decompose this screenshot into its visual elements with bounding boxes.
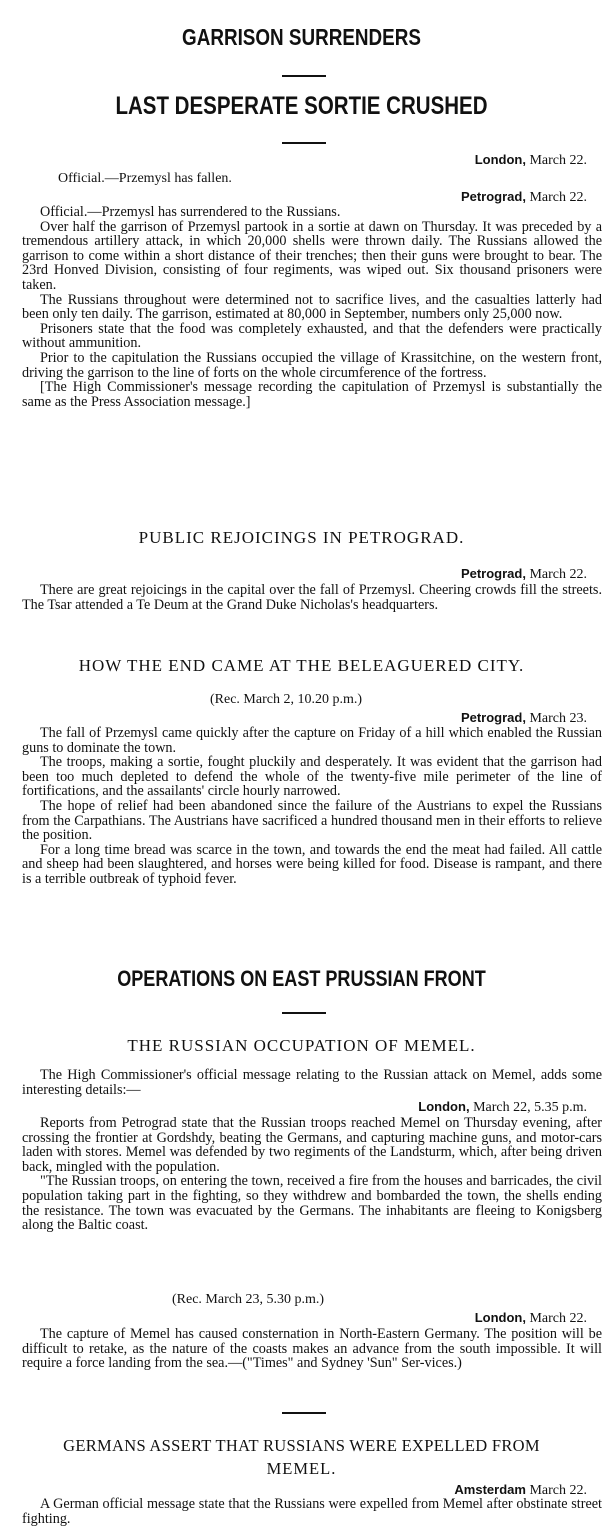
article-body-rejoicings bbox=[22, 583, 602, 612]
divider bbox=[282, 1412, 326, 1414]
paragraph: For a long time bread was scarce in the town, and towards the end the meat had failed. All cattle and sheep had been slaughtered, and horses were being killed for food. Disease is rampant, and there is a terrible outbreak of typhoid fever. bbox=[22, 841, 602, 887]
paragraph: There are great rejoicings in the capital over the fall of Przemysl. Cheering crowds fill the streets. The Tsar attended a Te Deum at the Grand Duke Nicholas's headquarters. bbox=[22, 582, 602, 613]
article-body-surrender bbox=[22, 205, 602, 409]
headline-occupation-of-memel: THE RUSSIAN OCCUPATION OF MEMEL. bbox=[127, 1036, 476, 1055]
paragraph: The capture of Memel has caused consternation in North-Eastern Germany. The position will be difficult to retake, as the nature of the coasts makes an advance from the south impossible. It will require a force landing from the sea.—("Times" and Sydney 'Sun" Ser-vices.) bbox=[22, 1326, 602, 1372]
paragraph: The fall of Przemysl came quickly after the capture on Friday of a hill which enabled the Russian guns to dominate the town. bbox=[22, 725, 602, 756]
article-body-expelled bbox=[22, 1497, 602, 1526]
paragraph: Over half the garrison of Przemysl partook in a sortie at dawn on Thursday. It was preceded by a tremendous artillery attack, in which 20,000 shells were thrown daily. The Russians allowed the garrison to come within a short distance of their trenches; then their guns were brought to bear. The 23rd Honved Division, consisting of four regiments, was wiped out. Six thousand prisoners were taken. bbox=[22, 218, 602, 293]
paragraph: Prisoners state that the food was completely exhausted, and that the defenders were practically without ammunition. bbox=[22, 320, 602, 352]
headline-germans-assert-line2: MEMEL. bbox=[266, 1459, 337, 1478]
paragraph: The troops, making a sortie, fought pluckily and desperately. It was evident that the garrison had been too much depleted to defend the whole of the twenty-five mile perimeter of the line of fortifications, and the assailants' circle hourly narrowed. bbox=[22, 754, 602, 800]
divider bbox=[282, 142, 326, 144]
paragraph: Prior to the capitulation the Russians occupied the village of Krassitchine, on the western front, driving the garrison to the line of forts on the whole circumference of the fortress. bbox=[22, 349, 602, 381]
paragraph: Official.—Przemysl has surrendered to the Russians. bbox=[40, 204, 341, 220]
paragraph: The Russians throughout were determined not to sacrifice lives, and the casualties latterly had been only ten daily. The garrison, estimated at 80,000 in September, numbers only 25,000 now. bbox=[22, 291, 602, 323]
dateline-london: London, March 22. bbox=[474, 1310, 587, 1326]
headline-last-desperate-sortie: LAST DESPERATE SORTIE CRUSHED bbox=[115, 92, 488, 120]
paragraph: A German official message state that the Russians were expelled from Memel after obstinate street fighting. bbox=[22, 1496, 602, 1527]
article-body-end-came bbox=[22, 726, 602, 887]
article-body-consternation bbox=[22, 1327, 602, 1371]
divider bbox=[282, 1012, 326, 1014]
headline-garrison-surrenders: GARRISON SURRENDERS bbox=[182, 24, 421, 50]
paragraph: "The Russian troops, on entering the town, received a fire from the houses and barricades, the civil population taking part in the fighting, so they withdrew and bombarded the town, the shells ending the resistance. The town was evacuated by the Germans. The inhabitants are fleeing to Konigsberg along the Baltic coast. bbox=[22, 1173, 602, 1234]
received-time: (Rec. March 23, 5.30 p.m.) bbox=[172, 1292, 325, 1307]
headline-germans-assert-line1: GERMANS ASSERT THAT RUSSIANS WERE EXPELLED FROM bbox=[63, 1436, 540, 1455]
headline-how-the-end-came: HOW THE END CAME AT THE BELEAGUERED CITY. bbox=[78, 656, 525, 675]
headline-east-prussian-front: OPERATIONS ON EAST PRUSSIAN FRONT bbox=[117, 966, 486, 991]
paragraph: The hope of relief had been abandoned since the failure of the Austrians to expel the Russians from the Carpathians. The Austrians have sacrificed a hundred thousand men in their efforts to relieve the position. bbox=[22, 797, 602, 844]
paragraph: [The High Commissioner's message recording the capitulation of Przemysl is substantially the same as the Press Association message.] bbox=[22, 379, 602, 410]
paragraph: Reports from Petrograd state that the Russian troops reached Memel on Thursday evening, after crossing the frontier at Gordshdy, beating the Germans, and capturing machine guns, and motor-cars laden with stores. Memel was defended by two regiments of the Landsturm, which, after being driven back, mingled with the population. bbox=[22, 1115, 602, 1175]
dateline-petrograd: Petrograd, March 23. bbox=[460, 710, 587, 726]
dateline-petrograd: Petrograd, March 22. bbox=[460, 189, 587, 205]
headline-public-rejoicings: PUBLIC REJOICINGS IN PETROGRAD. bbox=[138, 528, 465, 547]
dateline-amsterdam: Amsterdam March 22. bbox=[454, 1482, 587, 1498]
received-time: (Rec. March 2, 10.20 p.m.) bbox=[210, 692, 363, 707]
paragraph: The High Commissioner's official message relating to the Russian attack on Memel, adds some interesting details:— bbox=[22, 1067, 602, 1098]
dateline-london: London, March 22, 5.35 p.m. bbox=[418, 1099, 587, 1115]
divider bbox=[282, 75, 326, 77]
official-statement: Official.—Przemysl has fallen. bbox=[58, 171, 232, 186]
dateline-petrograd: Petrograd, March 22. bbox=[460, 566, 587, 582]
article-intro-memel bbox=[22, 1068, 602, 1097]
dateline-london: London, March 22. bbox=[474, 152, 587, 168]
article-body-memel bbox=[22, 1116, 602, 1233]
